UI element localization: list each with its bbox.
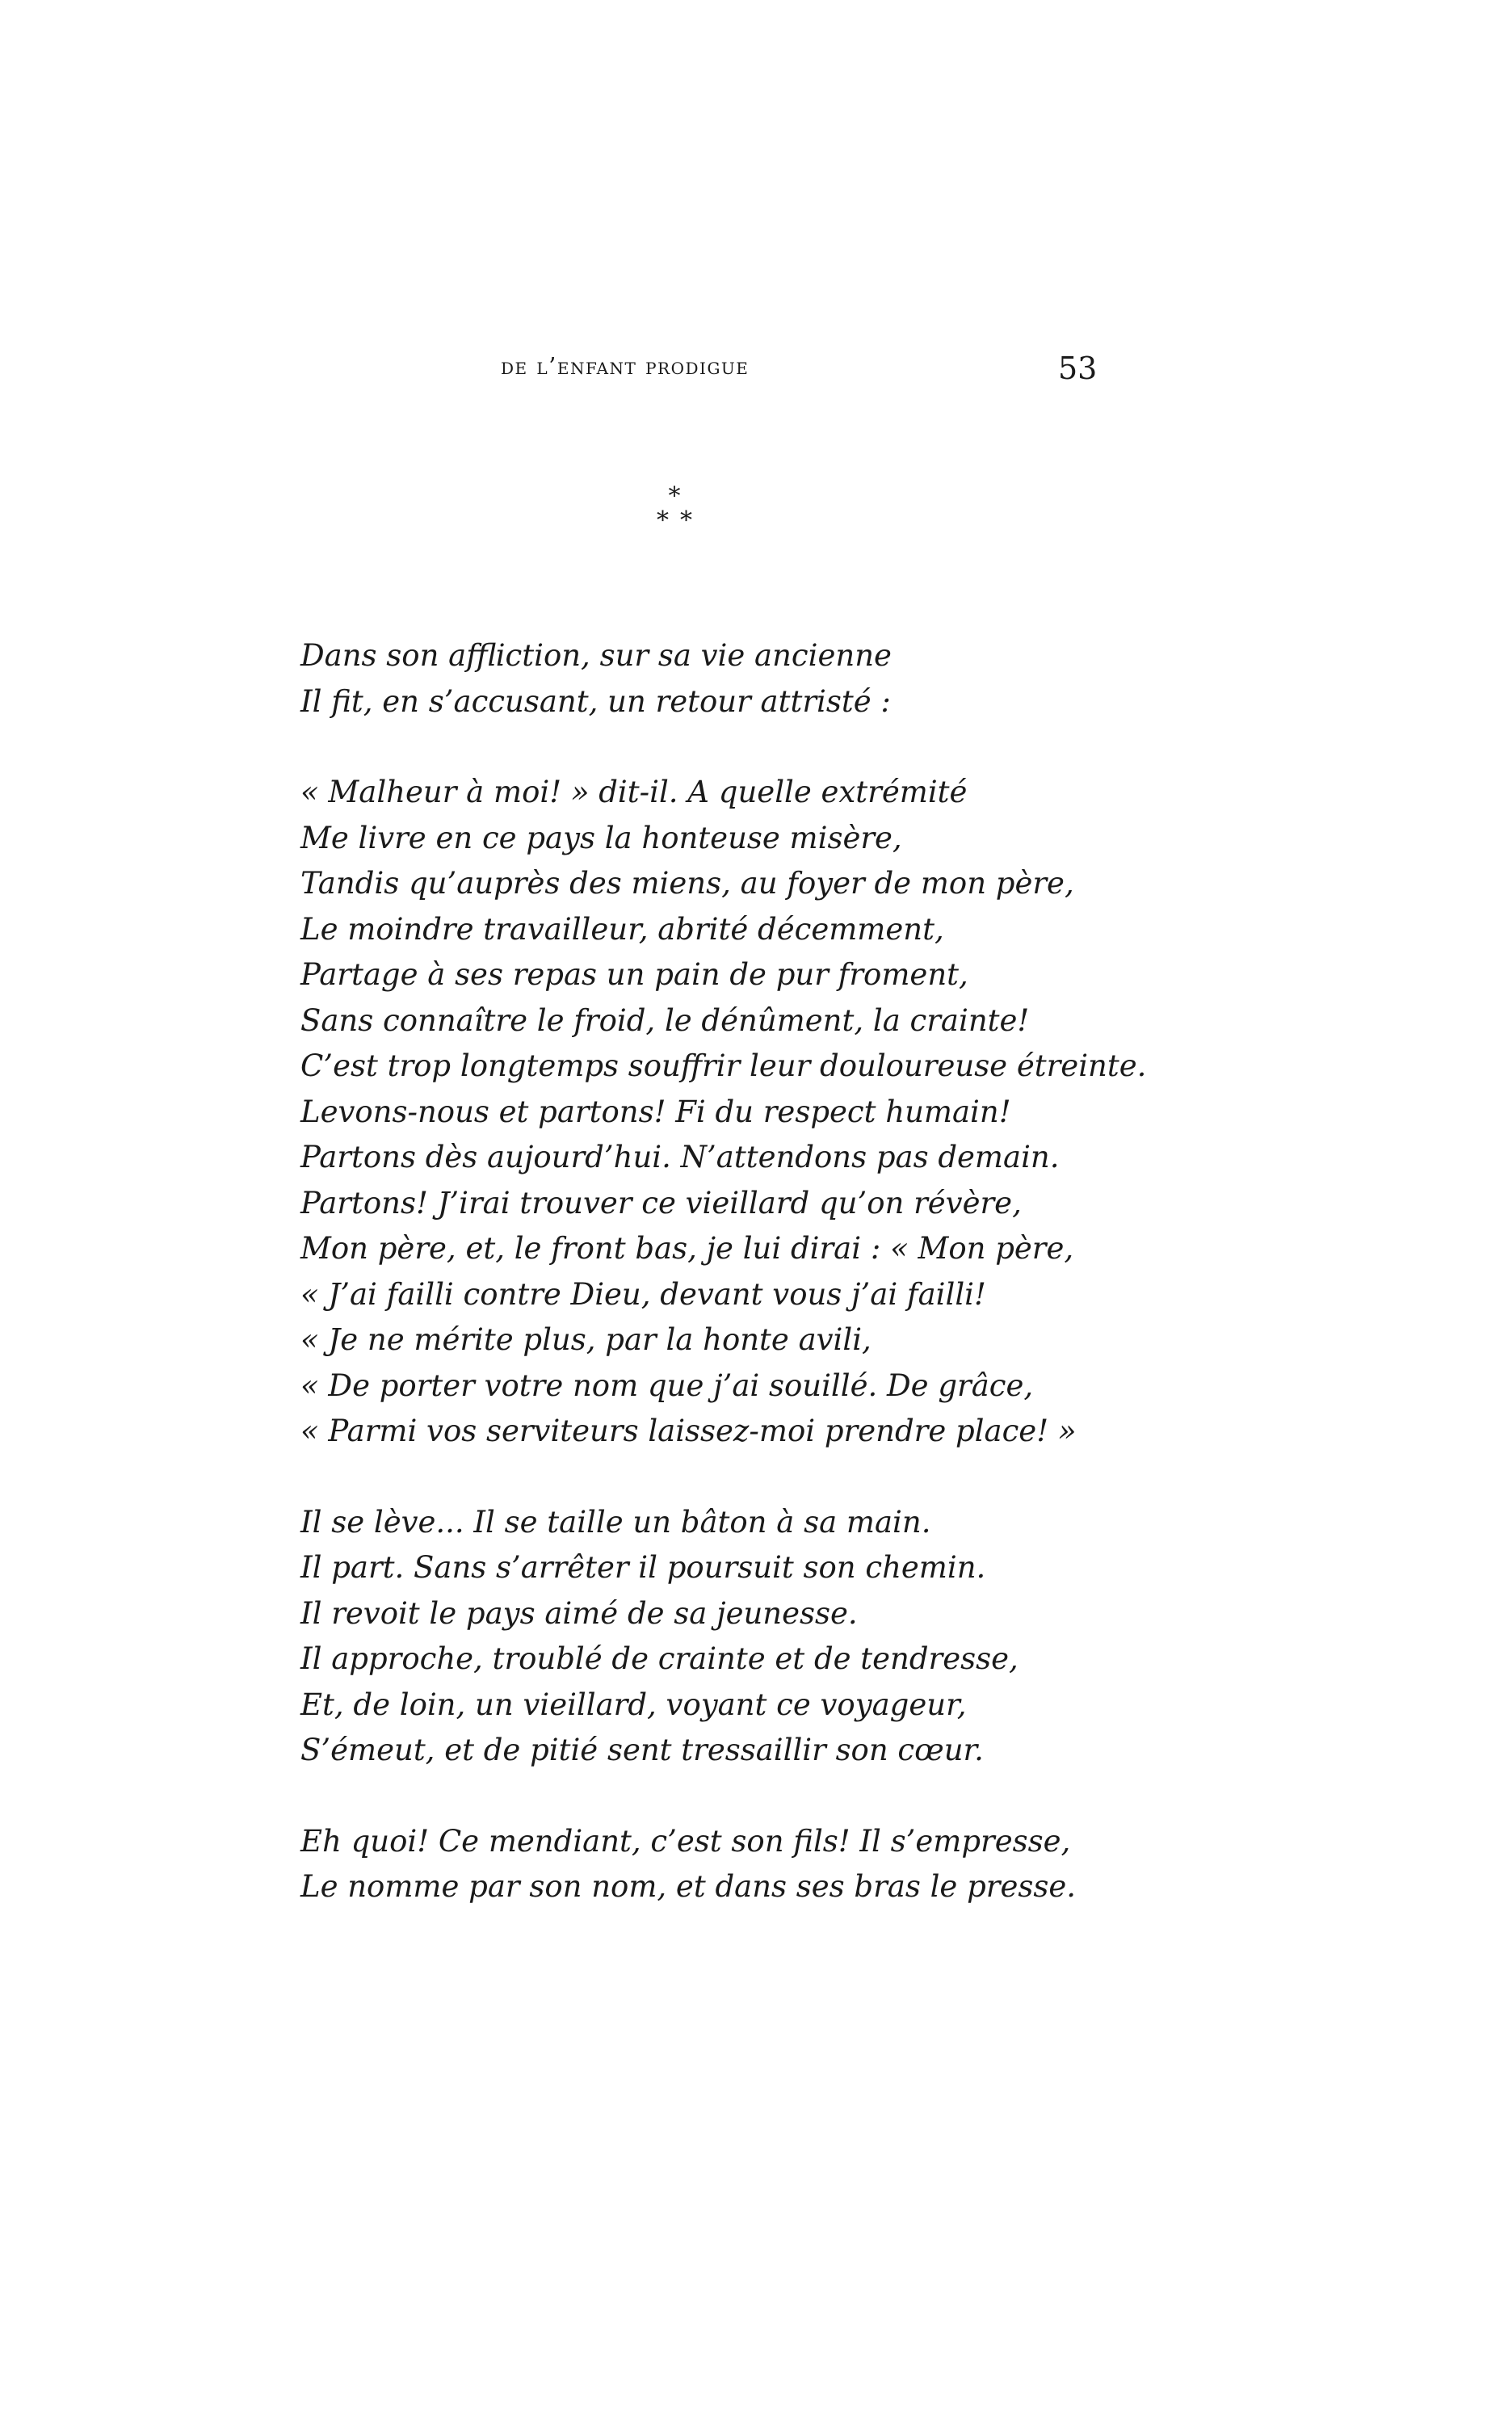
page-number: 53 bbox=[1058, 351, 1098, 386]
verse-line: Le moindre travailleur, abrité décemment, bbox=[300, 911, 944, 947]
verse-line: Il fit, en s’accusant, un retour attristé : bbox=[300, 683, 891, 719]
asterism-ornament bbox=[638, 482, 711, 535]
verse-line: Partage à ses repas un pain de pur froment, bbox=[300, 957, 968, 992]
verse-line: Il se lève... Il se taille un bâton à sa main. bbox=[300, 1504, 931, 1540]
page-header bbox=[0, 352, 1512, 401]
verse-line: « Malheur à moi! » dit-il. A quelle extrémité bbox=[300, 775, 968, 809]
stanza bbox=[300, 770, 1147, 1455]
asterism-bottom: ** bbox=[657, 506, 704, 535]
verse-line: Tandis qu’auprès des miens, au foyer de mon père, bbox=[300, 866, 1074, 901]
verse-line: Le nomme par son nom, et dans ses bras le presse. bbox=[300, 1869, 1076, 1904]
verse-line: Sans connaître le froid, le dénûment, la crainte! bbox=[300, 1002, 1030, 1038]
verse-line: Il revoit le pays aimé de sa jeunesse. bbox=[300, 1595, 858, 1631]
running-title: de l’enfant prodigue bbox=[501, 352, 750, 380]
verse-line: Mon père, et, le front bas, je lui dirai : « Mon père, bbox=[300, 1231, 1074, 1266]
verse-line: Me livre en ce pays la honteuse misère, bbox=[300, 820, 902, 855]
verse-line: Eh quoi! Ce mendiant, c’est son fils! Il s’empresse, bbox=[300, 1823, 1071, 1859]
verse-line: « J’ai failli contre Dieu, devant vous j’ai failli! bbox=[300, 1276, 986, 1312]
verse-line: « De porter votre nom que j’ai souillé. De grâce, bbox=[300, 1368, 1034, 1403]
verse-line: « Je ne mérite plus, par la honte avili, bbox=[300, 1322, 872, 1357]
verse-line: Dans son affliction, sur sa vie ancienne bbox=[300, 638, 892, 673]
asterism-top: * bbox=[668, 482, 681, 510]
verse-line: Il part. Sans s’arrêter il poursuit son chemin. bbox=[300, 1550, 986, 1585]
poem-text bbox=[300, 633, 1147, 1956]
verse-line: Partons dès aujourd’hui. N’attendons pas demain. bbox=[300, 1140, 1060, 1174]
stanza bbox=[300, 1500, 1108, 1774]
verse-line: Partons! J’irai trouver ce vieillard qu’on révère, bbox=[300, 1185, 1022, 1221]
verse-line: Levons-nous et partons! Fi du respect humain! bbox=[300, 1094, 1011, 1129]
verse-line: S’émeut, et de pitié sent tressaillir son cœur. bbox=[300, 1733, 984, 1767]
verse-line: C’est trop longtemps souffrir leur douloureuse étreinte. bbox=[300, 1048, 1147, 1083]
verse-line: Et, de loin, un vieillard, voyant ce voyageur, bbox=[300, 1687, 967, 1722]
stanza bbox=[300, 633, 1108, 725]
verse-line: « Parmi vos serviteurs laissez-moi prendre place! » bbox=[300, 1414, 1077, 1448]
verse-line: Il approche, troublé de crainte et de tendresse, bbox=[300, 1641, 1018, 1676]
stanza bbox=[300, 1819, 1108, 1910]
